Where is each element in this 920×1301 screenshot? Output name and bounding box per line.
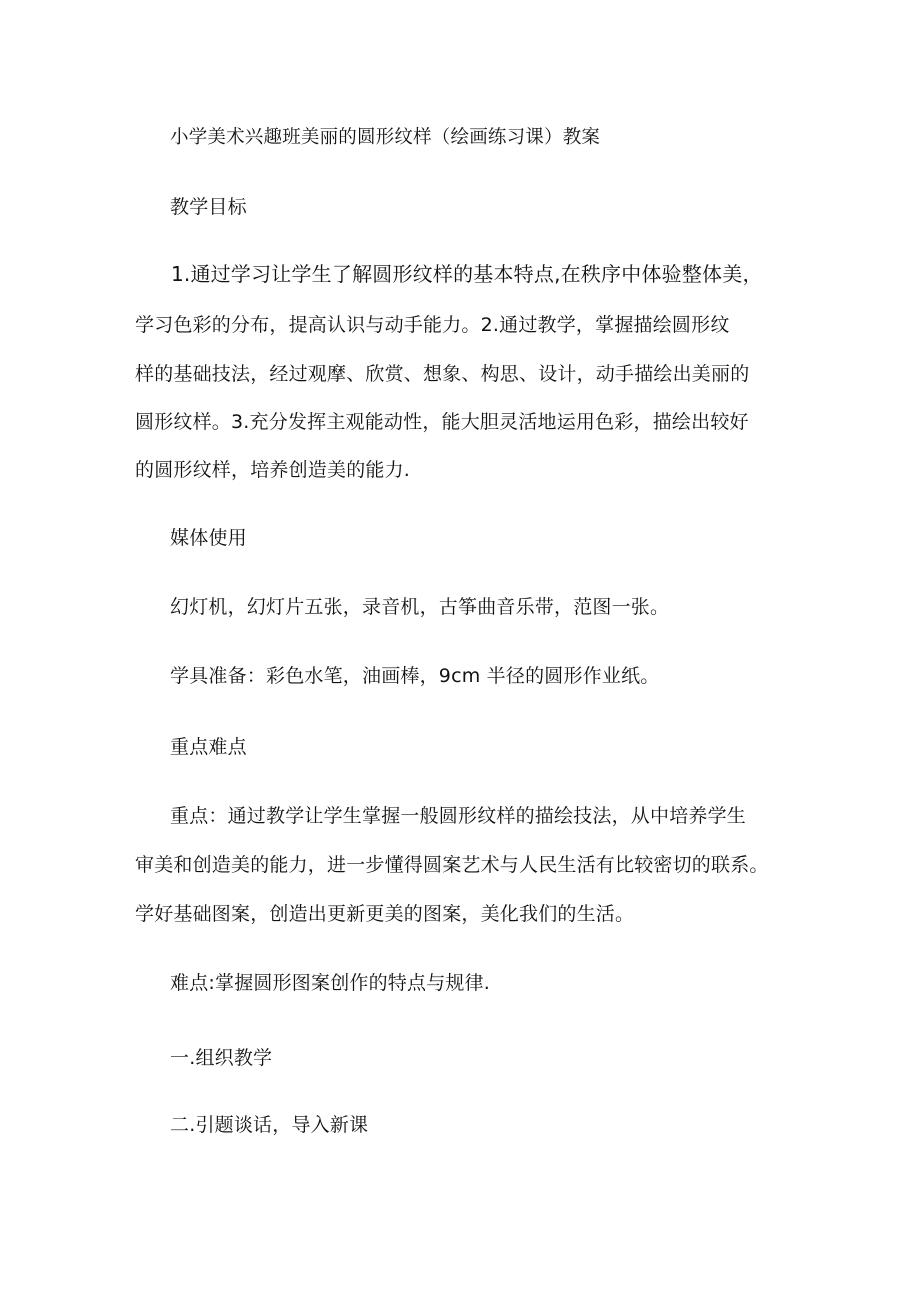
section-organize-teaching: 一.组织教学 <box>170 1047 273 1069</box>
section-introduction: 二.引题谈话，导入新课 <box>170 1114 369 1136</box>
objectives-line: 圆形纹样。3.充分发挥主观能动性，能大胆灵活地运用色彩，描绘出较好 <box>135 411 749 433</box>
document-title: 小学美术兴趣班美丽的圆形纹样（绘画练习课）教案 <box>170 127 601 148</box>
key-points-line: 学好基础图案，创造出更新更美的图案，美化我们的生活。 <box>135 903 635 925</box>
objectives-line: 学习色彩的分布，提高认识与动手能力。2.通过教学，掌握描绘圆形纹 <box>135 314 730 336</box>
objectives-line: 的圆形纹样，培养创造美的能力. <box>135 459 411 481</box>
objectives-line: 样的基础技法，经过观摩、欣赏、想象、构思、设计，动手描绘出美丽的 <box>135 363 750 385</box>
difficulty-text: 难点:掌握圆形图案创作的特点与规律. <box>170 972 491 994</box>
tools-text: 学具准备：彩色水笔，油画棒，9cm 半径的圆形作业纸。 <box>170 665 660 687</box>
media-heading: 媒体使用 <box>170 527 247 549</box>
objectives-heading: 教学目标 <box>170 196 247 218</box>
media-text: 幻灯机，幻灯片五张，录音机，古筝曲音乐带，范图一张。 <box>170 596 670 618</box>
objectives-line: 1.通过学习让学生了解圆形纹样的基本特点,在秩序中体验整体美， <box>171 262 763 286</box>
key-points-line: 重点：通过教学让学生掌握一般圆形纹样的描绘技法，从中培养学生 <box>170 805 747 827</box>
key-points-heading: 重点难点 <box>170 736 247 758</box>
key-points-line: 审美和创造美的能力，进一步懂得圆案艺术与人民生活有比较密切的联系。 <box>135 854 769 876</box>
